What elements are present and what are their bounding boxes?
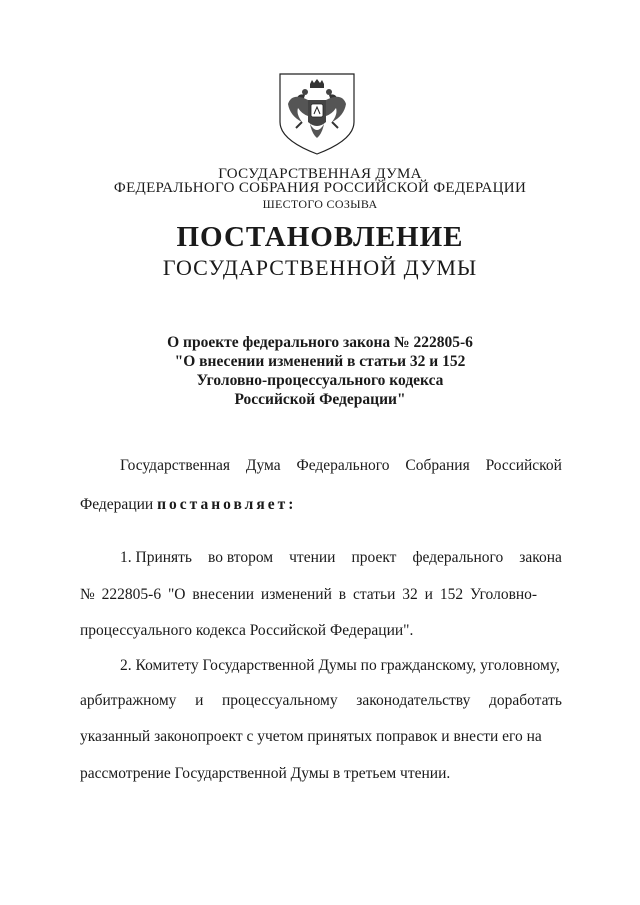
item2-line-4: рассмотрение Государственной Думы в третьем чтении. [80, 765, 451, 782]
subject-line-3: Уголовно-процессуального кодекса [196, 372, 444, 389]
preamble-line-2 [80, 496, 296, 514]
preamble-line-1 [120, 457, 562, 475]
item1-word: чтении [289, 549, 336, 566]
preamble-word: Федерального [296, 457, 390, 474]
item2-line-1: 2. Комитету Государственной Думы по гражданскому, уголовному, [120, 657, 560, 674]
preamble-word: Дума [245, 457, 281, 474]
subject-line-4: Российской Федерации" [234, 391, 406, 408]
header-line-1: ГОСУДАРСТВЕННАЯ ДУМА [218, 166, 422, 182]
item1-line-2: № 222805-6 "О внесении изменений в статьи 32 и 152 Уголовно- [80, 586, 538, 603]
header-line-3: ШЕСТОГО СОЗЫВА [262, 197, 378, 211]
document-title: ПОСТАНОВЛЕНИЕ [176, 221, 464, 253]
preamble-word: Российской [485, 457, 562, 474]
subject-line-1: О проекте федерального закона № 222805-6 [167, 334, 473, 351]
subject-block [0, 333, 640, 409]
item1-word: закона [519, 549, 562, 566]
preamble-federation: Федерации [80, 496, 154, 513]
preamble-word: Государственная [120, 457, 231, 474]
item2-word: и [195, 692, 204, 709]
preamble-word: Собрания [405, 457, 470, 474]
document-subtitle: ГОСУДАРСТВЕННОЙ ДУМЫ [162, 255, 478, 280]
coat-of-arms-icon [272, 70, 362, 156]
header-line-2: ФЕДЕРАЛЬНОГО СОБРАНИЯ РОССИЙСКОЙ ФЕДЕРАЦИИ [113, 180, 527, 196]
item2-line-2 [80, 692, 562, 710]
item2-line-3: указанный законопроект с учетом принятых поправок и внести его на [80, 728, 542, 745]
item2-word: законодательству [356, 692, 471, 709]
item2-word: доработать [488, 692, 562, 709]
item1-word: проект [351, 549, 397, 566]
item1-word: федерального [412, 549, 504, 566]
item1-line-1 [120, 549, 562, 567]
item1-word: 1. Принять [120, 549, 193, 566]
item1-word: во втором [208, 549, 274, 566]
subject-line-2: "О внесении изменений в статьи 32 и 152 [174, 353, 466, 370]
item2-word: процессуальному [222, 692, 338, 709]
item2-word: арбитражному [80, 692, 177, 709]
item1-line-3: процессуального кодекса Российской Федерации". [80, 622, 414, 639]
resolves-word: постановляет: [157, 496, 297, 513]
